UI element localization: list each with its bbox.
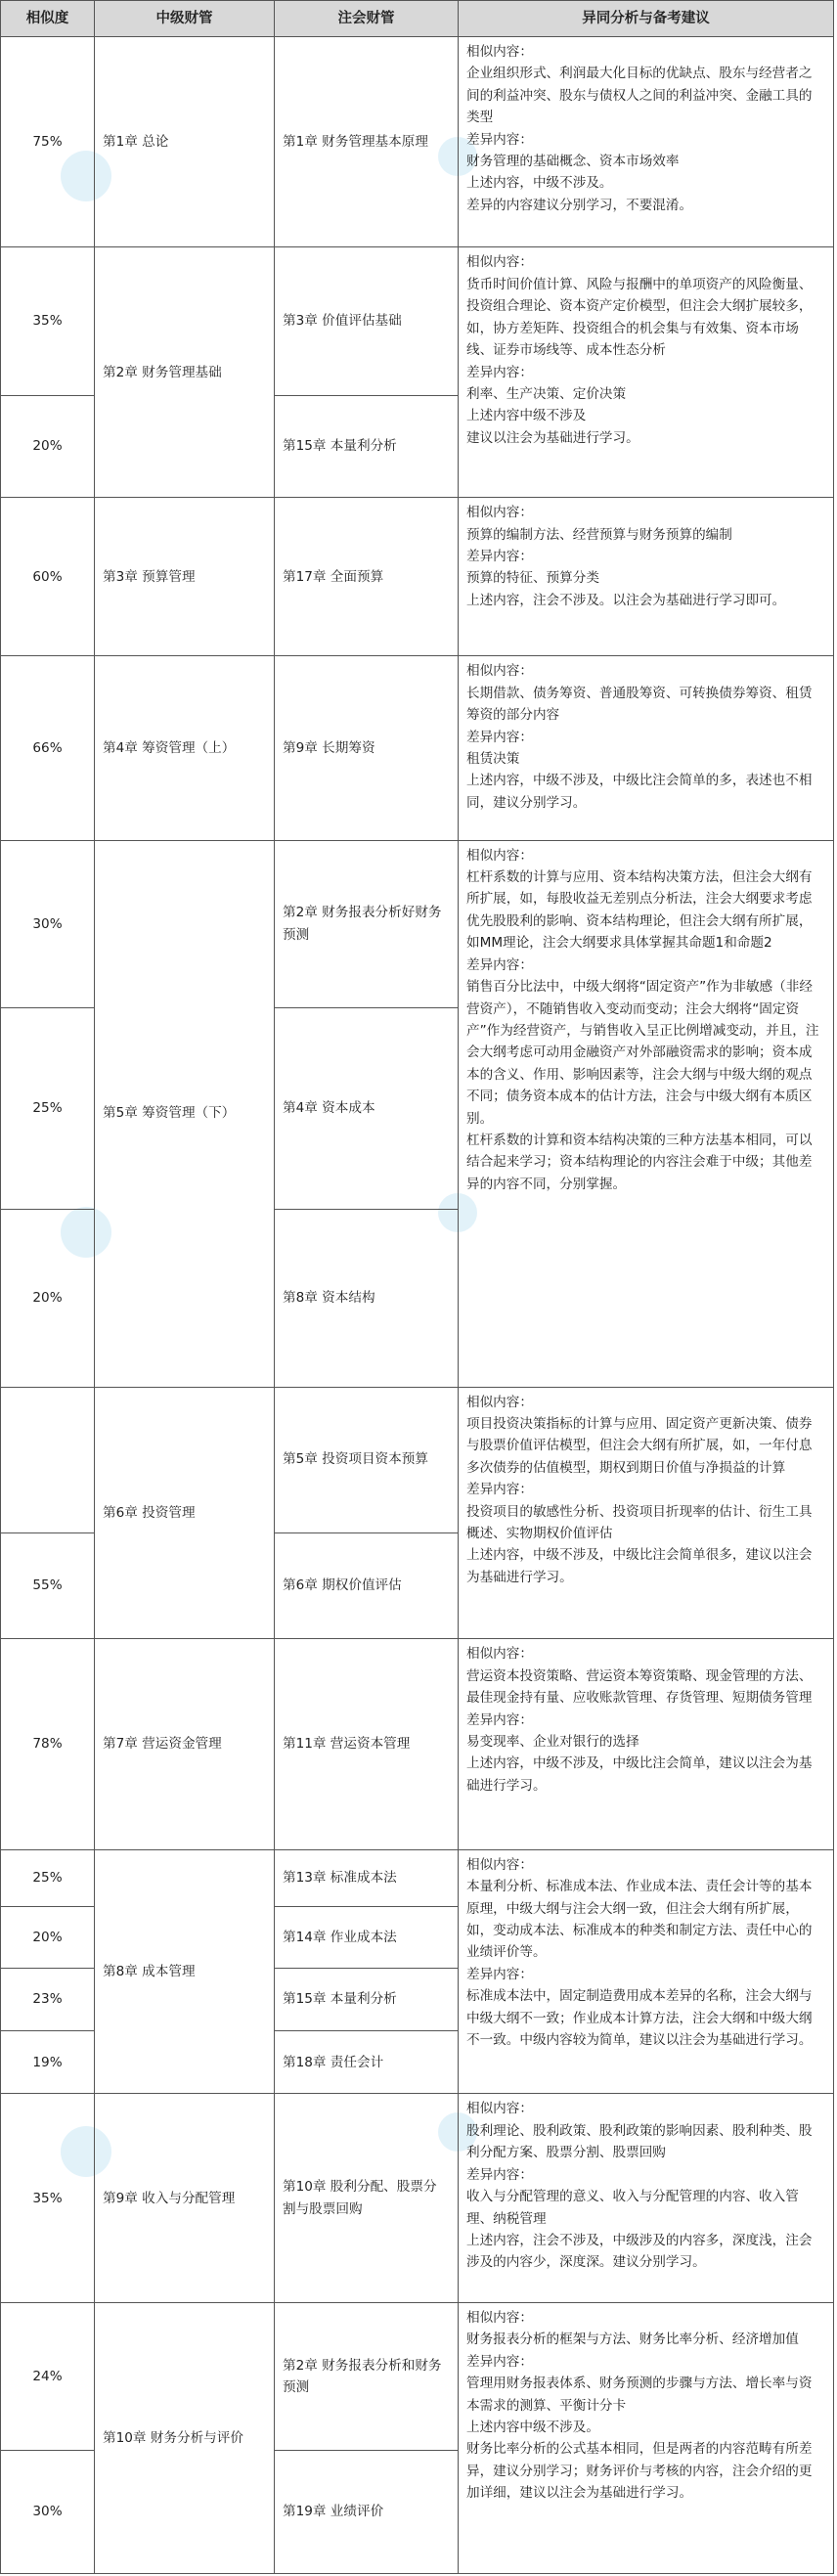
analysis-line: 相似内容：: [466, 505, 533, 521]
cpa-chapter: 第4章 资本成本: [275, 1007, 459, 1209]
analysis-line: 差异内容：: [466, 2166, 533, 2183]
analysis-line: 上述内容，中级不涉及，中级比注会简单，建议以注会为基础进行学习。: [466, 1755, 813, 1794]
analysis-cell: [459, 498, 834, 656]
table-row: [1, 2094, 834, 2302]
analysis-line: 差异内容：: [466, 364, 533, 380]
cpa-chapter: 第17章 全面预算: [275, 498, 459, 656]
analysis-line: 相似内容：: [466, 663, 533, 680]
cpa-chapter: 第13章 标准成本法: [275, 1849, 459, 1906]
analysis-line: 财务管理的基础概念、资本市场效率: [466, 154, 680, 170]
analysis-line: 预算的编制方法、经营预算与财务预算的编制: [466, 526, 732, 543]
analysis-line: 销售百分比法中，中级大纲将“固定资产”作为非敏感（非经营资产），不随销售收入变动而变动；注会大纲将“固定资产”作为经营资产，与销售收入呈正比例增减变动，并且，注会大纲考虑可动用金融资产对外部融资需求的影响；资本成本的含义、作用、影响因素等，注会大纲与中级大纲的观点不同；债务资本成本的估计方法，注会与中级大纲有本质区别。: [466, 979, 819, 1127]
similarity-cell: [1, 1387, 95, 1532]
analysis-line: 财务报表分析的框架与方法、财务比率分析、经济增加值: [466, 2332, 799, 2348]
analysis-line: 差异内容：: [466, 956, 533, 973]
analysis-line: 相似内容：: [466, 1646, 533, 1663]
analysis-line: 上述内容中级不涉及。: [466, 2419, 599, 2435]
cpa-chapter: 第1章 财务管理基本原理: [275, 37, 459, 247]
similarity-cell: 35%: [1, 2094, 95, 2302]
analysis-line: 相似内容：: [466, 2101, 533, 2117]
analysis-line: 长期借款、债务筹资、普通股筹资、可转换债券筹资、租赁筹资的部分内容: [466, 685, 813, 724]
analysis-line: 上述内容，中级不涉及，中级比注会简单的多，表述也不相同，建议分别学习。: [466, 773, 813, 811]
cpa-chapter: 第2章 财务报表分析和财务预测: [275, 2302, 459, 2450]
analysis-line: 差异内容：: [466, 1711, 533, 1728]
analysis-line: 差异内容：: [466, 131, 533, 148]
analysis-line: 营运资本投资策略、营运资本筹资策略、现金管理的方法、最佳现金持有量、应收账款管理、存货管理、短期债务管理: [466, 1667, 813, 1707]
analysis-line: 管理用财务报表体系、财务预测的步骤与方法、增长率与资本需求的测算、平衡计分卡: [466, 2376, 813, 2414]
analysis-line: 易变现率、企业对银行的选择: [466, 1733, 639, 1750]
similarity-cell: 66%: [1, 656, 95, 840]
table-row: [1, 498, 834, 656]
table-row: [1, 1639, 834, 1849]
similarity-cell: 35%: [1, 247, 95, 395]
analysis-cell: [459, 247, 834, 498]
analysis-line: 差异内容：: [466, 1482, 533, 1498]
intermediate-chapter: 第4章 筹资管理（上）: [95, 656, 275, 840]
cpa-chapter: 第15章 本量利分析: [275, 1968, 459, 2030]
analysis-cell: [459, 840, 834, 1387]
similarity-cell: 25%: [1, 1007, 95, 1209]
analysis-line: 上述内容，中级不涉及。: [466, 175, 613, 192]
analysis-cell: [459, 1639, 834, 1849]
cpa-chapter: 第10章 股利分配、股票分割与股票回购: [275, 2094, 459, 2302]
analysis-line: 相似内容：: [466, 44, 533, 60]
intermediate-chapter: 第5章 筹资管理（下）: [95, 840, 275, 1387]
table-row: [1, 1849, 834, 1906]
analysis-line: 差异内容：: [466, 549, 533, 565]
similarity-cell: 60%: [1, 498, 95, 656]
similarity-cell: 19%: [1, 2031, 95, 2094]
header-row: [1, 1, 834, 37]
analysis-line: 相似内容：: [466, 1856, 533, 1873]
cpa-chapter: 第9章 长期筹资: [275, 656, 459, 840]
analysis-line: 上述内容中级不涉及: [466, 408, 587, 424]
analysis-line: 上述内容，注会不涉及。以注会为基础进行学习即可。: [466, 592, 786, 608]
header-cpa: 注会财管: [275, 1, 459, 37]
analysis-cell: [459, 656, 834, 840]
similarity-cell: 55%: [1, 1532, 95, 1639]
analysis-line: 差异内容：: [466, 1966, 533, 1982]
similarity-cell: 30%: [1, 2451, 95, 2574]
cpa-chapter: 第19章 业绩评价: [275, 2451, 459, 2574]
similarity-cell: 20%: [1, 1210, 95, 1387]
analysis-line: 租赁决策: [466, 751, 520, 767]
intermediate-chapter: 第3章 预算管理: [95, 498, 275, 656]
header-similarity: 相似度: [1, 1, 95, 37]
header-intermediate: 中级财管: [95, 1, 275, 37]
analysis-line: 项目投资决策指标的计算与应用、固定资产更新决策、债券与股票价值评估模型，但注会大纲有所扩展，如，一年付息多次债券的估值模型，期权到期日价值与净损益的计算: [466, 1415, 813, 1476]
analysis-line: 预算的特征、预算分类: [466, 570, 599, 587]
similarity-cell: 75%: [1, 37, 95, 247]
analysis-line: 相似内容：: [466, 254, 533, 271]
analysis-line: 建议以注会为基础进行学习。: [466, 429, 639, 446]
similarity-cell: 20%: [1, 395, 95, 498]
analysis-line: 杠杆系数的计算和资本结构决策的三种方法基本相同，可以结合起来学习；资本结构理论的内容注会难于中级；其他差异的内容不同，分别掌握。: [466, 1132, 813, 1192]
analysis-cell: [459, 37, 834, 247]
similarity-cell: 20%: [1, 1907, 95, 1968]
table-row: [1, 247, 834, 395]
table-row: [1, 1387, 834, 1532]
analysis-line: 财务比率分析的公式基本相同，但是两者的内容范畴有所差异，建议分别学习；财务评价与考核的内容，注会介绍的更加详细，建议以注会为基础进行学习。: [466, 2441, 813, 2502]
table-row: [1, 2302, 834, 2450]
analysis-line: 利率、生产决策、定价决策: [466, 385, 627, 402]
intermediate-chapter: 第2章 财务管理基础: [95, 247, 275, 498]
similarity-cell: 23%: [1, 1968, 95, 2030]
table-row: [1, 656, 834, 840]
analysis-line: 差异的内容建议分别学习，不要混淆。: [466, 197, 693, 213]
cpa-chapter: 第15章 本量利分析: [275, 395, 459, 498]
analysis-line: 相似内容：: [466, 1394, 533, 1410]
intermediate-chapter: 第10章 财务分析与评价: [95, 2302, 275, 2573]
analysis-line: 企业组织形式、利润最大化目标的优缺点、股东与经营者之间的利益冲突、股东与债权人之间的利益冲突、金融工具的类型: [466, 66, 813, 126]
cpa-chapter: 第8章 资本结构: [275, 1210, 459, 1387]
analysis-cell: [459, 1849, 834, 2094]
analysis-line: 货币时间价值计算、风险与报酬中的单项资产的风险衡量、投资组合理论、资本资产定价模型，但注会大纲扩展较多，如，协方差矩阵、投资组合的机会集与有效集、资本市场线、证券市场线等、成本性态分析: [466, 276, 813, 359]
similarity-cell: 30%: [1, 840, 95, 1007]
cpa-chapter: 第18章 责任会计: [275, 2031, 459, 2094]
analysis-cell: [459, 2302, 834, 2573]
analysis-line: 投资项目的敏感性分析、投资项目折现率的估计、衍生工具概述、实物期权价值评估: [466, 1503, 813, 1541]
intermediate-chapter: 第7章 营运资金管理: [95, 1639, 275, 1849]
analysis-line: 本量利分析、标准成本法、作业成本法、责任会计等的基本原理，中级大纲与注会大纲一致，但注会大纲有所扩展，如，变动成本法、标准成本的种类和制定方法、责任中心的业绩评价等。: [466, 1879, 813, 1961]
analysis-cell: [459, 1387, 834, 1639]
header-analysis: 异同分析与备考建议: [459, 1, 834, 37]
table-row: [1, 37, 834, 247]
cpa-chapter: 第14章 作业成本法: [275, 1907, 459, 1968]
analysis-line: 股利理论、股利政策、股利政策的影响因素、股利种类、股利分配方案、股票分割、股票回购: [466, 2122, 813, 2161]
analysis-line: 杠杆系数的计算与应用、资本结构决策方法，但注会大纲有所扩展，如，每股收益无差别点分析法，注会大纲要求考虑优先股股利的影响、资本结构理论，但注会大纲有所扩展，如MM理论，注会大纲要求具体掌握其命题1和命题2: [466, 869, 813, 952]
intermediate-chapter: 第9章 收入与分配管理: [95, 2094, 275, 2302]
cpa-chapter: 第2章 财务报表分析好财务预测: [275, 840, 459, 1007]
similarity-cell: 78%: [1, 1639, 95, 1849]
intermediate-chapter: 第6章 投资管理: [95, 1387, 275, 1639]
cpa-chapter: 第6章 期权价值评估: [275, 1532, 459, 1639]
cpa-chapter: 第11章 营运资本管理: [275, 1639, 459, 1849]
analysis-line: 相似内容：: [466, 2309, 533, 2326]
intermediate-chapter: 第8章 成本管理: [95, 1849, 275, 2094]
similarity-cell: 25%: [1, 1849, 95, 1906]
analysis-line: 相似内容：: [466, 847, 533, 864]
analysis-line: 上述内容，中级不涉及，中级比注会简单很多，建议以注会为基础进行学习。: [466, 1547, 813, 1585]
analysis-cell: [459, 2094, 834, 2302]
intermediate-chapter: 第1章 总论: [95, 37, 275, 247]
cpa-chapter: 第3章 价值评估基础: [275, 247, 459, 395]
cpa-chapter: 第5章 投资项目资本预算: [275, 1387, 459, 1532]
analysis-line: 标准成本法中，固定制造费用成本差异的名称，注会大纲与中级大纲不一致；作业成本计算方法，注会大纲和中级大纲不一致。中级内容较为简单，建议以注会为基础进行学习。: [466, 1988, 813, 2049]
analysis-line: 差异内容：: [466, 2353, 533, 2370]
table-row: [1, 840, 834, 1007]
similarity-cell: 24%: [1, 2302, 95, 2450]
analysis-line: 收入与分配管理的意义、收入与分配管理的内容、收入管理、纳税管理: [466, 2189, 799, 2227]
analysis-line: 上述内容，注会不涉及，中级涉及的内容多，深度浅，注会涉及的内容少，深度深。建议分别学习。: [466, 2232, 813, 2271]
analysis-line: 差异内容：: [466, 729, 533, 745]
